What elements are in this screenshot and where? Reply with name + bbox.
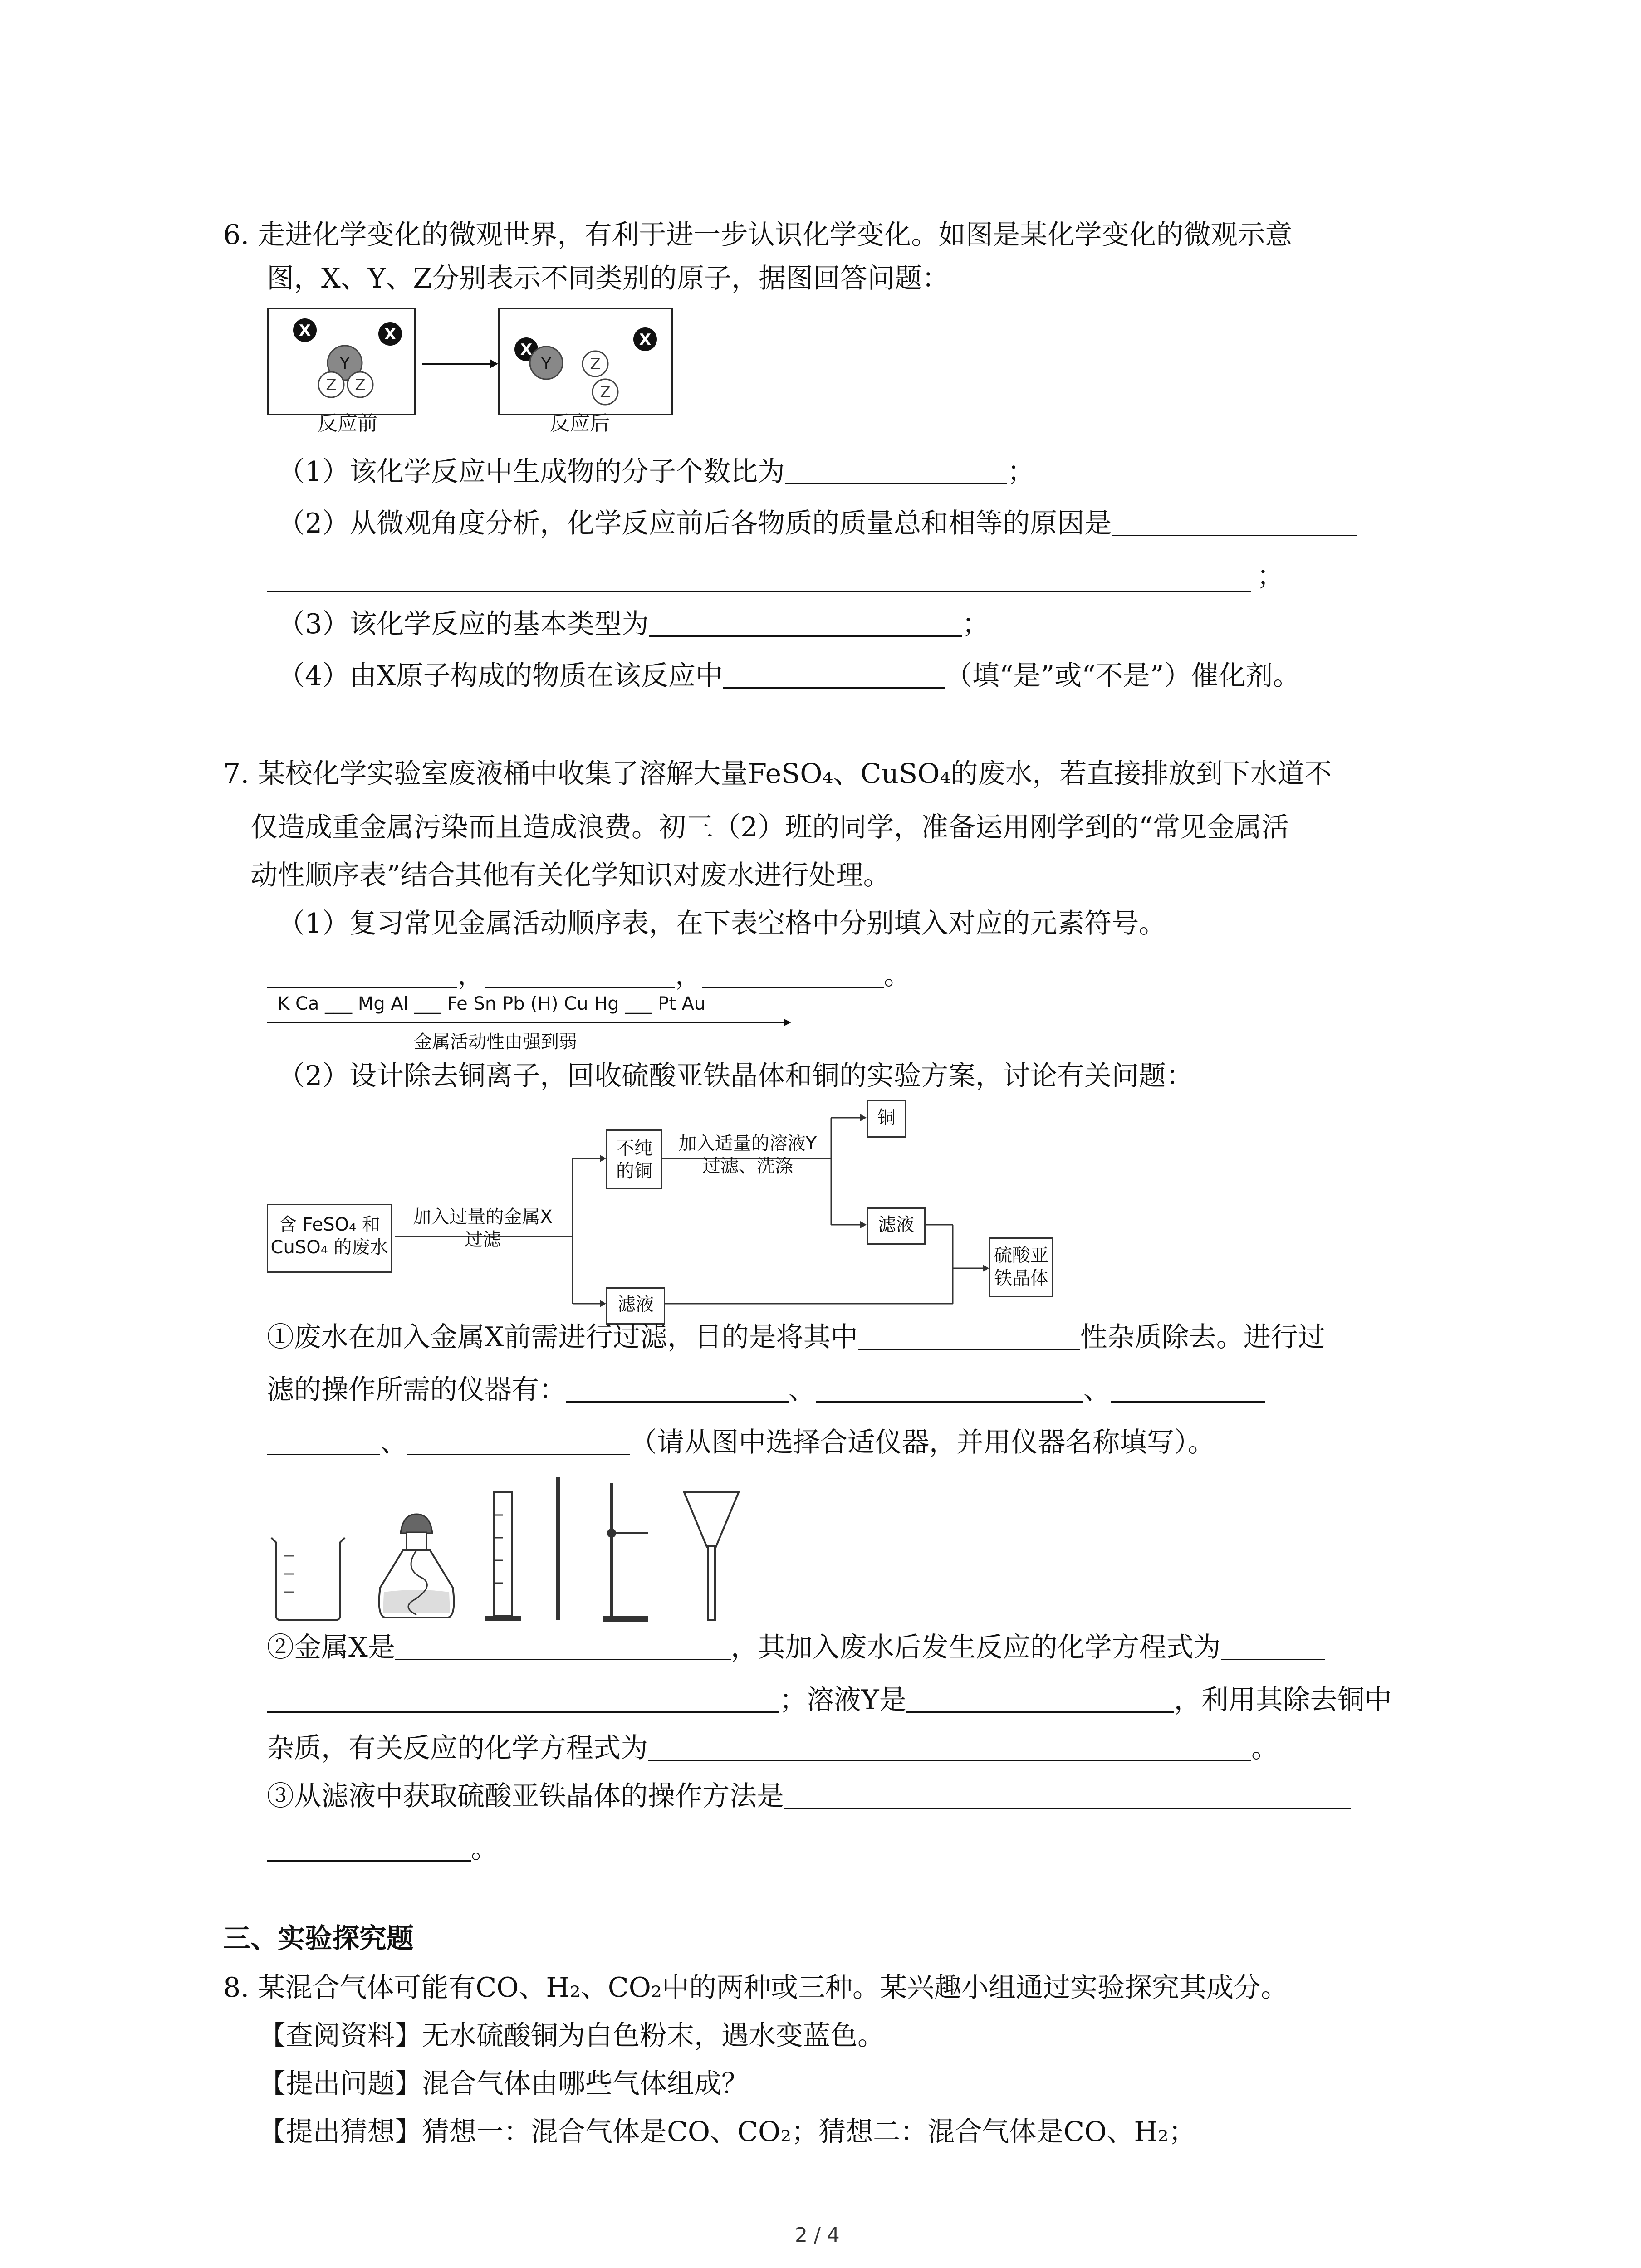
q7-flow-impure-copper <box>606 1129 662 1189</box>
iron-stand-icon <box>603 1483 648 1622</box>
q8-line2: 【查阅资料】无水硫酸铜为白色粉末，遇水变蓝色。 <box>259 2020 885 2052</box>
section3-title: 三、实验探究题 <box>223 1923 414 1955</box>
beaker-icon <box>271 1538 345 1620</box>
q7-item2-text-a: ②金属X是 <box>267 1632 395 1663</box>
q7-flow-impure-line2: 的铜 <box>616 1161 652 1182</box>
q7-item2-text-d: ，利用其除去铜中 <box>1174 1684 1392 1716</box>
q8-line1: 8. 某混合气体可能有CO、H₂、CO₂中的两种或三种。某兴趣小组通过实验探究其成分。 <box>223 1972 1288 2004</box>
q7-item1-blank-instrument-4[interactable] <box>407 1427 630 1455</box>
q7-flow-filtrate-a <box>867 1207 926 1245</box>
q7-item3-text-a: ③从滤液中获取硫酸亚铁晶体的操作方法是 <box>267 1780 784 1812</box>
q7-flow-start-line1: 含 FeSO₄ 和 <box>279 1214 380 1235</box>
q6-sub1-text: （1）该化学反应中生成物的分子个数比为 <box>278 456 785 488</box>
q7-item1-blank-instrument-3a[interactable] <box>1111 1374 1265 1403</box>
q7-sub1: （1）复习常见金属活动顺序表，在下表空格中分别填入对应的元素符号。 <box>278 908 1166 939</box>
q7-item1-blank-instrument-3b[interactable] <box>267 1427 380 1455</box>
q7-flow-copper <box>867 1100 906 1138</box>
q7-item3-blank-method-a[interactable] <box>784 1780 1351 1809</box>
funnel-icon <box>684 1492 739 1620</box>
q7-item1-sep3: 、 <box>380 1427 407 1458</box>
q7-flow-filtrate-b-text: 滤液 <box>617 1294 654 1315</box>
q7-item2-blank-equation-1b[interactable] <box>267 1684 779 1713</box>
q7-line3: 动性顺序表”结合其他有关化学知识对废水进行处理。 <box>250 860 891 891</box>
q7-item2-blank-equation-1a[interactable] <box>1221 1632 1325 1660</box>
q7-item2-blank-metal[interactable] <box>395 1632 731 1660</box>
q8-line3: 【提出问题】混合气体由哪些气体组成？ <box>259 2068 749 2100</box>
q7-flow-crystal-line2: 铁晶体 <box>994 1268 1048 1289</box>
q7-item2-end: 。 <box>1251 1732 1279 1764</box>
q7-item1-text-b: 性杂质除去。进行过 <box>1080 1321 1325 1353</box>
q7-flow-start-line2: CuSO₄ 的废水 <box>270 1237 388 1258</box>
svg-text:Z: Z <box>590 355 601 373</box>
q7-item1-sep2: 、 <box>1083 1374 1111 1406</box>
q7-item1-blank-instrument-2[interactable] <box>816 1374 1083 1403</box>
q6-sub1-end: ； <box>1007 456 1035 488</box>
svg-text:X: X <box>299 322 311 340</box>
q7-activity-series: K Ca ___ Mg Al ___ Fe Sn Pb (H) Cu Hg ___ Pt Au <box>278 993 706 1014</box>
q7-item1-blank-impurity[interactable] <box>858 1321 1080 1350</box>
q7-flow-step2-line2: 过滤、洗涤 <box>702 1156 793 1177</box>
q6-sub2-end: ； <box>1257 560 1284 592</box>
q7-sub2: （2）设计除去铜离子，回收硫酸亚铁晶体和铜的实验方案，讨论有关问题： <box>278 1060 1194 1092</box>
q6-line2: 图，X、Y、Z分别表示不同类别的原子，据图回答问题： <box>267 263 950 294</box>
q7-sep2: ， <box>675 959 702 991</box>
q7-flow-crystal <box>989 1237 1053 1297</box>
q6-sub2-text: （2）从微观角度分析，化学反应前后各物质的质量总和相等的原因是 <box>278 508 1112 539</box>
q7-item1-line1 <box>267 1318 1325 1356</box>
q7-item1-text-d: （请从图中选择合适仪器，并用仪器名称填写）。 <box>630 1427 1215 1458</box>
q7-flow-step2-line1: 加入适量的溶液Y <box>678 1133 817 1154</box>
q6-sub4-text: （4）由X原子构成的物质在该反应中 <box>278 660 723 692</box>
svg-text:X: X <box>639 331 652 349</box>
q7-flow-filtrate-a-text: 滤液 <box>878 1214 914 1235</box>
q7-item3-line1 <box>267 1777 1351 1815</box>
svg-text:Z: Z <box>355 376 366 394</box>
q7-item3-end: 。 <box>471 1833 498 1865</box>
q7-item3-blank-method-b[interactable] <box>267 1833 471 1862</box>
q7-line1: 7. 某校化学实验室废液桶中收集了溶解大量FeSO₄、CuSO₄的废水，若直接排放到下水道不 <box>223 758 1332 790</box>
svg-text:X: X <box>384 325 397 343</box>
q7-flow-wastewater <box>267 1204 392 1273</box>
page-number: 2 / 4 <box>795 2224 840 2247</box>
svg-text:Y: Y <box>339 353 350 373</box>
q6-before-label: 反应前 <box>318 412 377 435</box>
q7-flow-impure-line1: 不纯 <box>616 1138 652 1159</box>
q7-item1-sep1: 、 <box>789 1374 816 1406</box>
q7-item1-text-c: 滤的操作所需的仪器有： <box>267 1374 566 1406</box>
q7-item3-line2 <box>267 1830 498 1868</box>
q6-line1: 6. 走进化学变化的微观世界，有利于进一步认识化学变化。如图是某化学变化的微观示意 <box>223 219 1293 251</box>
q7-sep1: ， <box>457 959 485 991</box>
glass-rod-icon <box>556 1477 560 1620</box>
q7-item2-line3 <box>267 1729 1279 1767</box>
q7-item1-blank-instrument-1[interactable] <box>566 1374 789 1403</box>
svg-text:Y: Y <box>541 355 551 373</box>
q7-item2-blank-solution[interactable] <box>906 1684 1174 1713</box>
q7-flow-step2 <box>666 1132 829 1178</box>
q6-after-label: 反应后 <box>550 412 610 435</box>
q7-flow-step1 <box>397 1206 569 1251</box>
q7-line2: 仅造成重金属污染而且造成浪费。初三（2）班的同学，准备运用刚学到的“常见金属活 <box>250 811 1289 843</box>
q8-line4: 【提出猜想】猜想一：混合气体是CO、CO₂；猜想二：混合气体是CO、H₂； <box>259 2116 1196 2148</box>
q7-item2-text-c: ；溶液Y是 <box>779 1684 906 1716</box>
q7-flow-crystal-line1: 硫酸亚 <box>994 1245 1048 1266</box>
alcohol-lamp-icon <box>379 1514 454 1618</box>
q7-flow-step1-line2: 过滤 <box>465 1229 501 1250</box>
q7-item1-line3 <box>267 1423 1215 1461</box>
q6-sub4-end: （填“是”或“不是”）催化剂。 <box>945 660 1300 692</box>
q7-item2-blank-equation-2[interactable] <box>648 1732 1251 1761</box>
q7-item1-line2 <box>267 1371 1265 1409</box>
q7-item1-text-a: ①废水在加入金属X前需进行过滤，目的是将其中 <box>267 1321 858 1353</box>
q7-flow-step1-line1: 加入过量的金属X <box>413 1207 553 1227</box>
q7-flow-copper-text: 铜 <box>877 1107 896 1128</box>
svg-text:Z: Z <box>326 376 337 394</box>
graduated-cylinder-icon <box>485 1492 521 1621</box>
q7-item2-line2 <box>267 1681 1392 1719</box>
q7-item2-text-b: ，其加入废水后发生反应的化学方程式为 <box>730 1632 1221 1663</box>
q6-sub3-text: （3）该化学反应的基本类型为 <box>278 608 649 640</box>
q7-series-caption: 金属活动性由强到弱 <box>414 1031 577 1052</box>
q7-item2-line1 <box>267 1628 1325 1667</box>
q7-instruments <box>267 1474 761 1624</box>
svg-text:Z: Z <box>600 383 611 401</box>
q7-sep3: 。 <box>884 959 911 991</box>
q6-sub3-end: ； <box>962 608 989 640</box>
q7-item2-text-e: 杂质，有关反应的化学方程式为 <box>267 1732 648 1764</box>
svg-text:X: X <box>520 341 533 359</box>
